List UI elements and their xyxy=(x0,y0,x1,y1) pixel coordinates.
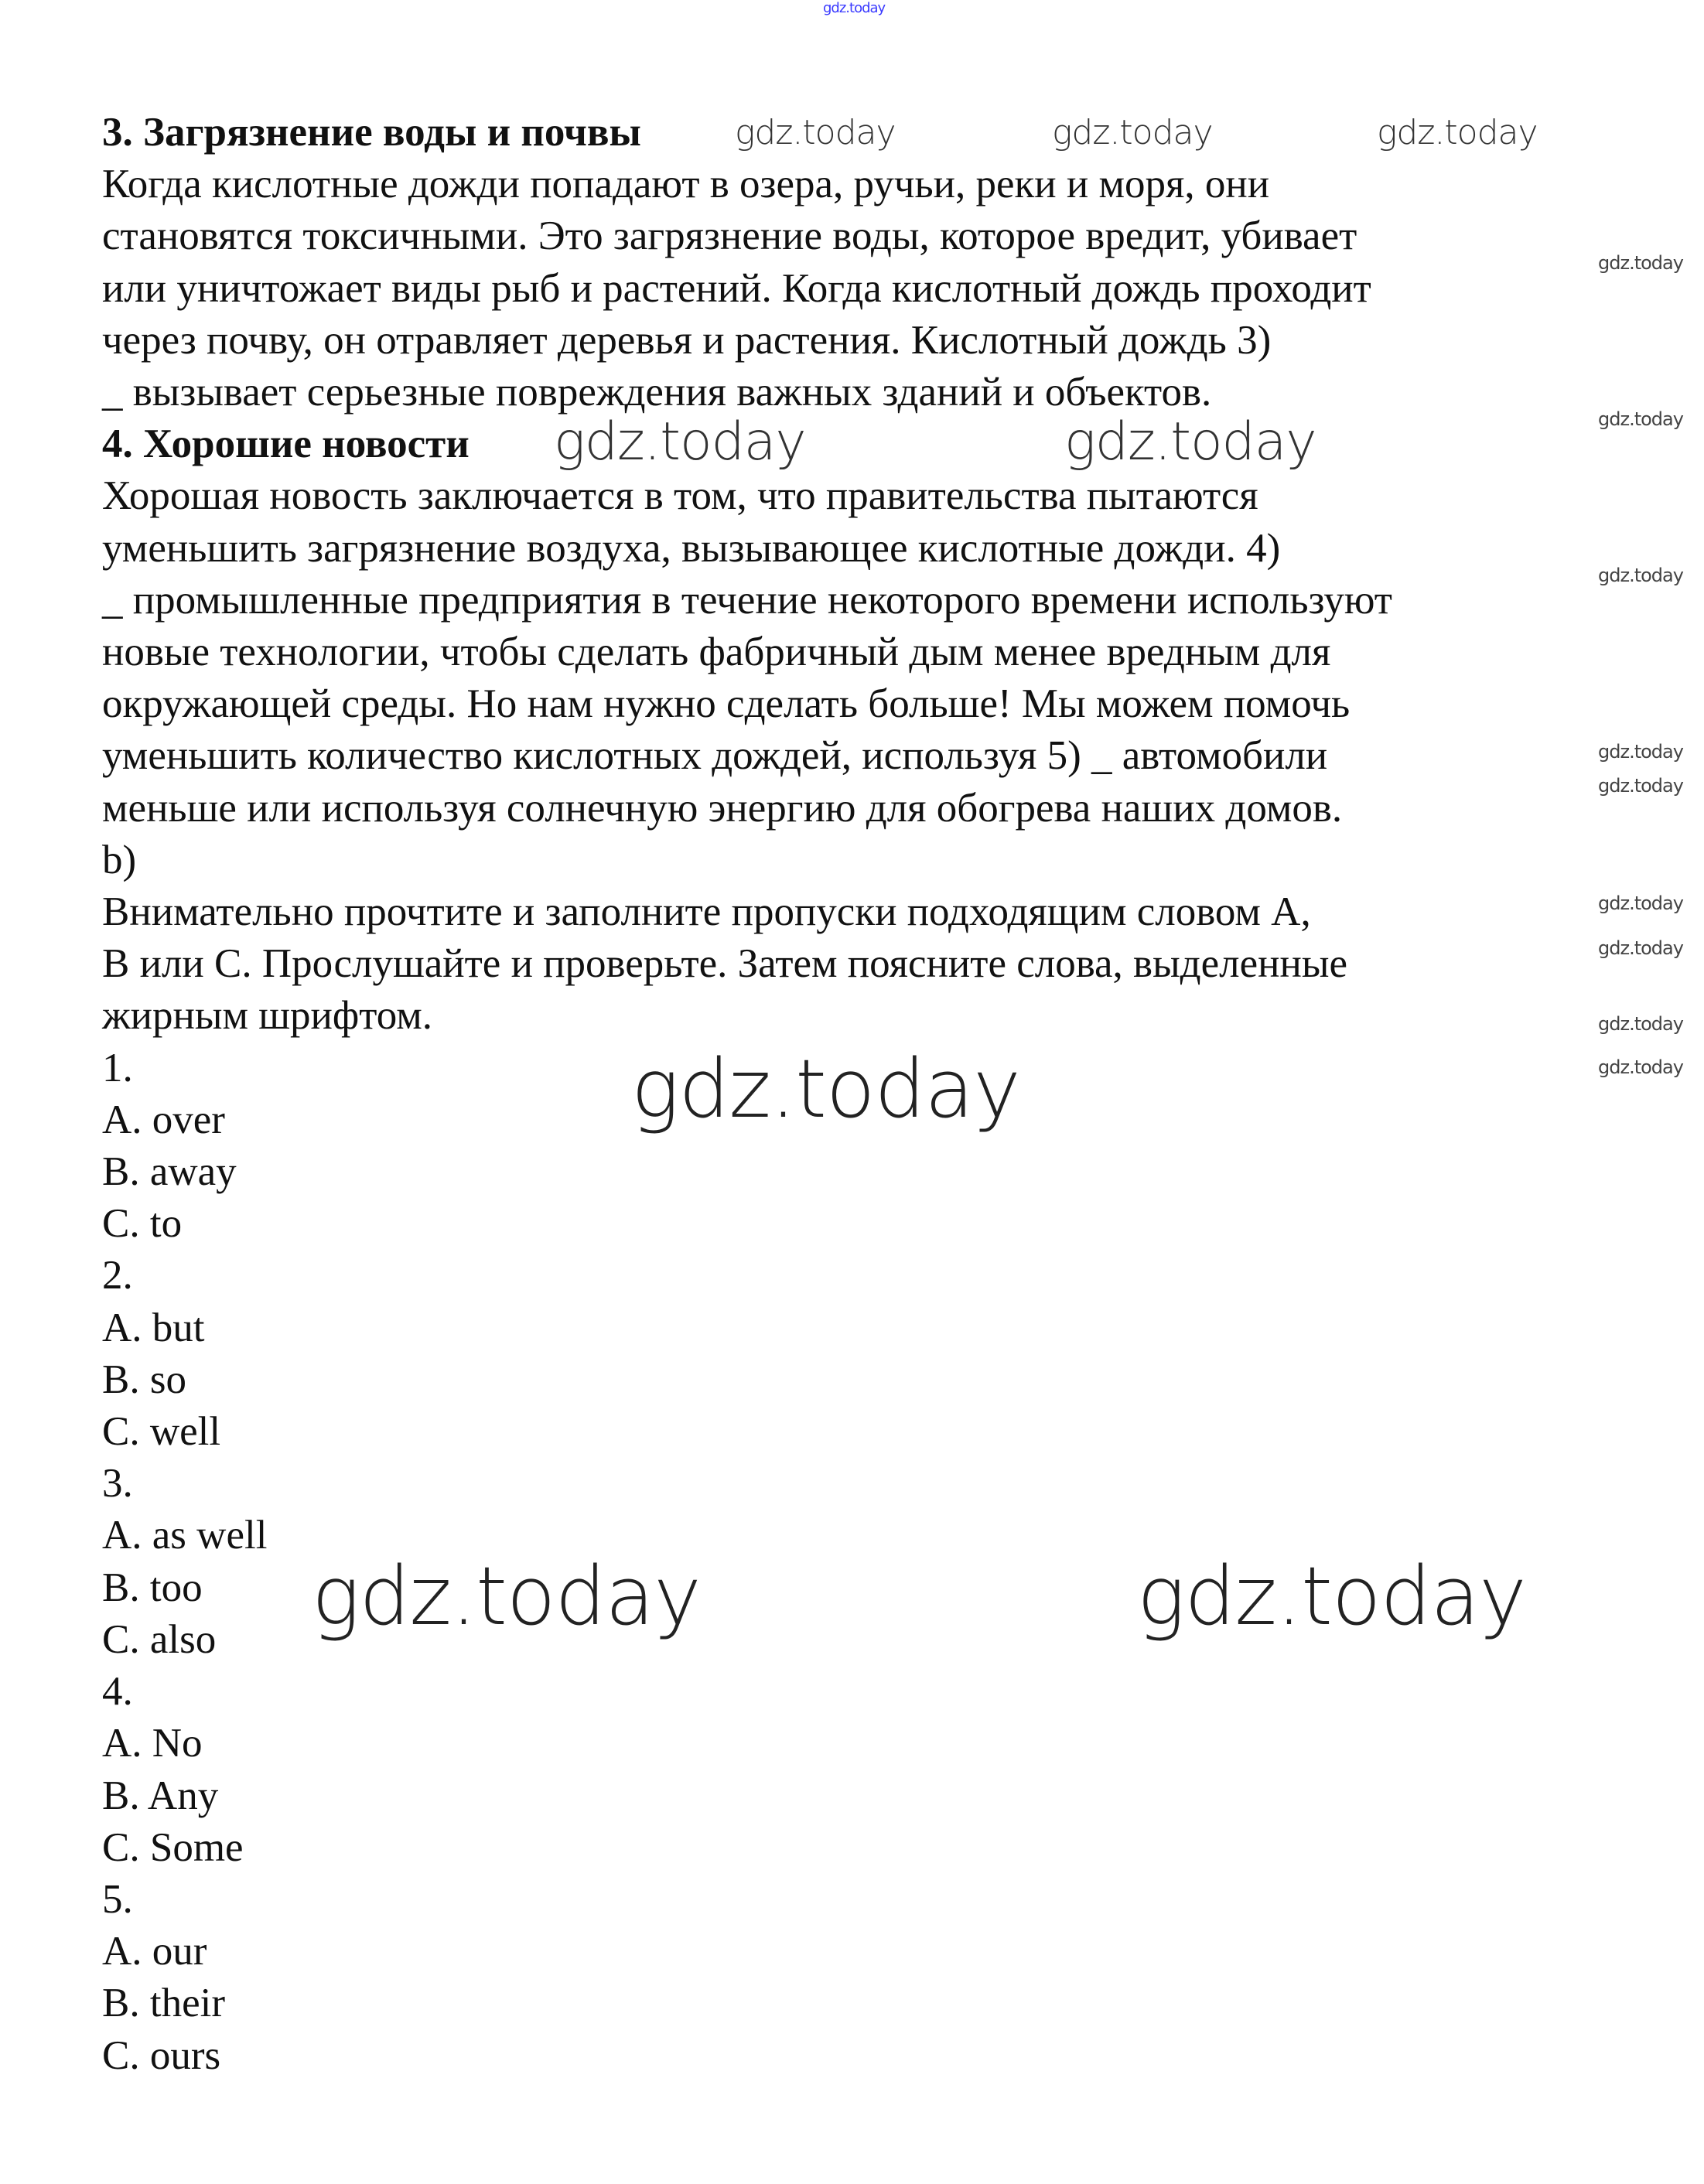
answer-option: B. their xyxy=(102,1981,225,2026)
instruction-line: жирным шрифтом. xyxy=(102,993,433,1039)
question-number: 4. xyxy=(102,1669,133,1715)
watermark: gdz.today xyxy=(1598,775,1683,797)
paragraph-line: Хорошая новость заключается в том, что правительства пытаются xyxy=(102,473,1258,519)
watermark: gdz.today xyxy=(1064,411,1316,473)
question-number: 3. xyxy=(102,1461,133,1507)
answer-option: C. well xyxy=(102,1409,221,1455)
watermark: gdz.today xyxy=(1598,937,1683,959)
paragraph-line: меньше или используя солнечную энергию для обогрева наших домов. xyxy=(102,785,1343,831)
section-3-heading: 3. Загрязнение воды и почвы xyxy=(102,110,641,155)
answer-option: C. Some xyxy=(102,1824,244,1870)
paragraph-line: уменьшить загрязнение воздуха, вызывающее кислотные дожди. 4) xyxy=(102,525,1281,571)
answer-option: C. to xyxy=(102,1201,183,1247)
paragraph-line: _ вызывает серьезные повреждения важных зданий и объектов. xyxy=(102,370,1212,415)
watermark: gdz.today xyxy=(1377,113,1538,152)
answer-option: B. away xyxy=(102,1149,237,1195)
answer-option: B. so xyxy=(102,1356,186,1402)
paragraph-line: Когда кислотные дожди попадают в озера, ручьи, реки и моря, они xyxy=(102,162,1270,207)
question-number: 5. xyxy=(102,1876,133,1922)
paragraph-line: новые технологии, чтобы сделать фабричный дым менее вредным для xyxy=(102,630,1331,675)
watermark: gdz.today xyxy=(631,1042,1020,1136)
answer-option: A. as well xyxy=(102,1513,268,1558)
answer-option: A. over xyxy=(102,1097,225,1142)
watermark: gdz.today xyxy=(823,0,886,16)
watermark: gdz.today xyxy=(312,1549,701,1643)
instruction-line: Внимательно прочтите и заполните пропуски подходящим словом A, xyxy=(102,889,1311,935)
answer-option: C. ours xyxy=(102,2032,221,2078)
watermark: gdz.today xyxy=(554,411,806,473)
watermark: gdz.today xyxy=(1052,113,1213,152)
paragraph-line: _ промышленные предприятия в течение некоторого времени используют xyxy=(102,577,1392,623)
answer-option: A. our xyxy=(102,1929,207,1974)
question-number: 1. xyxy=(102,1045,133,1090)
watermark: gdz.today xyxy=(1598,892,1683,914)
paragraph-line: уменьшить количество кислотных дождей, используя 5) _ автомобили xyxy=(102,733,1328,779)
task-b-label: b) xyxy=(102,837,137,882)
watermark: gdz.today xyxy=(1598,1013,1683,1035)
answer-option: A. but xyxy=(102,1305,205,1350)
watermark: gdz.today xyxy=(1598,252,1683,274)
answer-option: B. too xyxy=(102,1565,203,1610)
question-number: 2. xyxy=(102,1253,133,1298)
paragraph-line: становятся токсичными. Это загрязнение воды, которое вредит, убивает xyxy=(102,213,1357,259)
instruction-line: B или C. Прослушайте и проверьте. Затем поясните слова, выделенные xyxy=(102,941,1348,987)
paragraph-line: или уничтожает виды рыб и растений. Когда кислотный дождь проходит xyxy=(102,265,1371,311)
answer-option: A. No xyxy=(102,1721,203,1766)
paragraph-line: через почву, он отравляет деревья и растения. Кислотный дождь 3) xyxy=(102,317,1272,363)
answer-option: C. also xyxy=(102,1616,217,1662)
watermark: gdz.today xyxy=(1137,1549,1526,1643)
section-4-heading: 4. Хорошие новости xyxy=(102,421,470,467)
watermark: gdz.today xyxy=(1598,408,1683,430)
answer-option: B. Any xyxy=(102,1773,219,1818)
watermark: gdz.today xyxy=(1598,741,1683,763)
watermark: gdz.today xyxy=(735,113,896,152)
watermark: gdz.today xyxy=(1598,1056,1683,1078)
paragraph-line: окружающей среды. Но нам нужно сделать больше! Мы можем помочь xyxy=(102,681,1351,727)
watermark: gdz.today xyxy=(1598,565,1683,586)
